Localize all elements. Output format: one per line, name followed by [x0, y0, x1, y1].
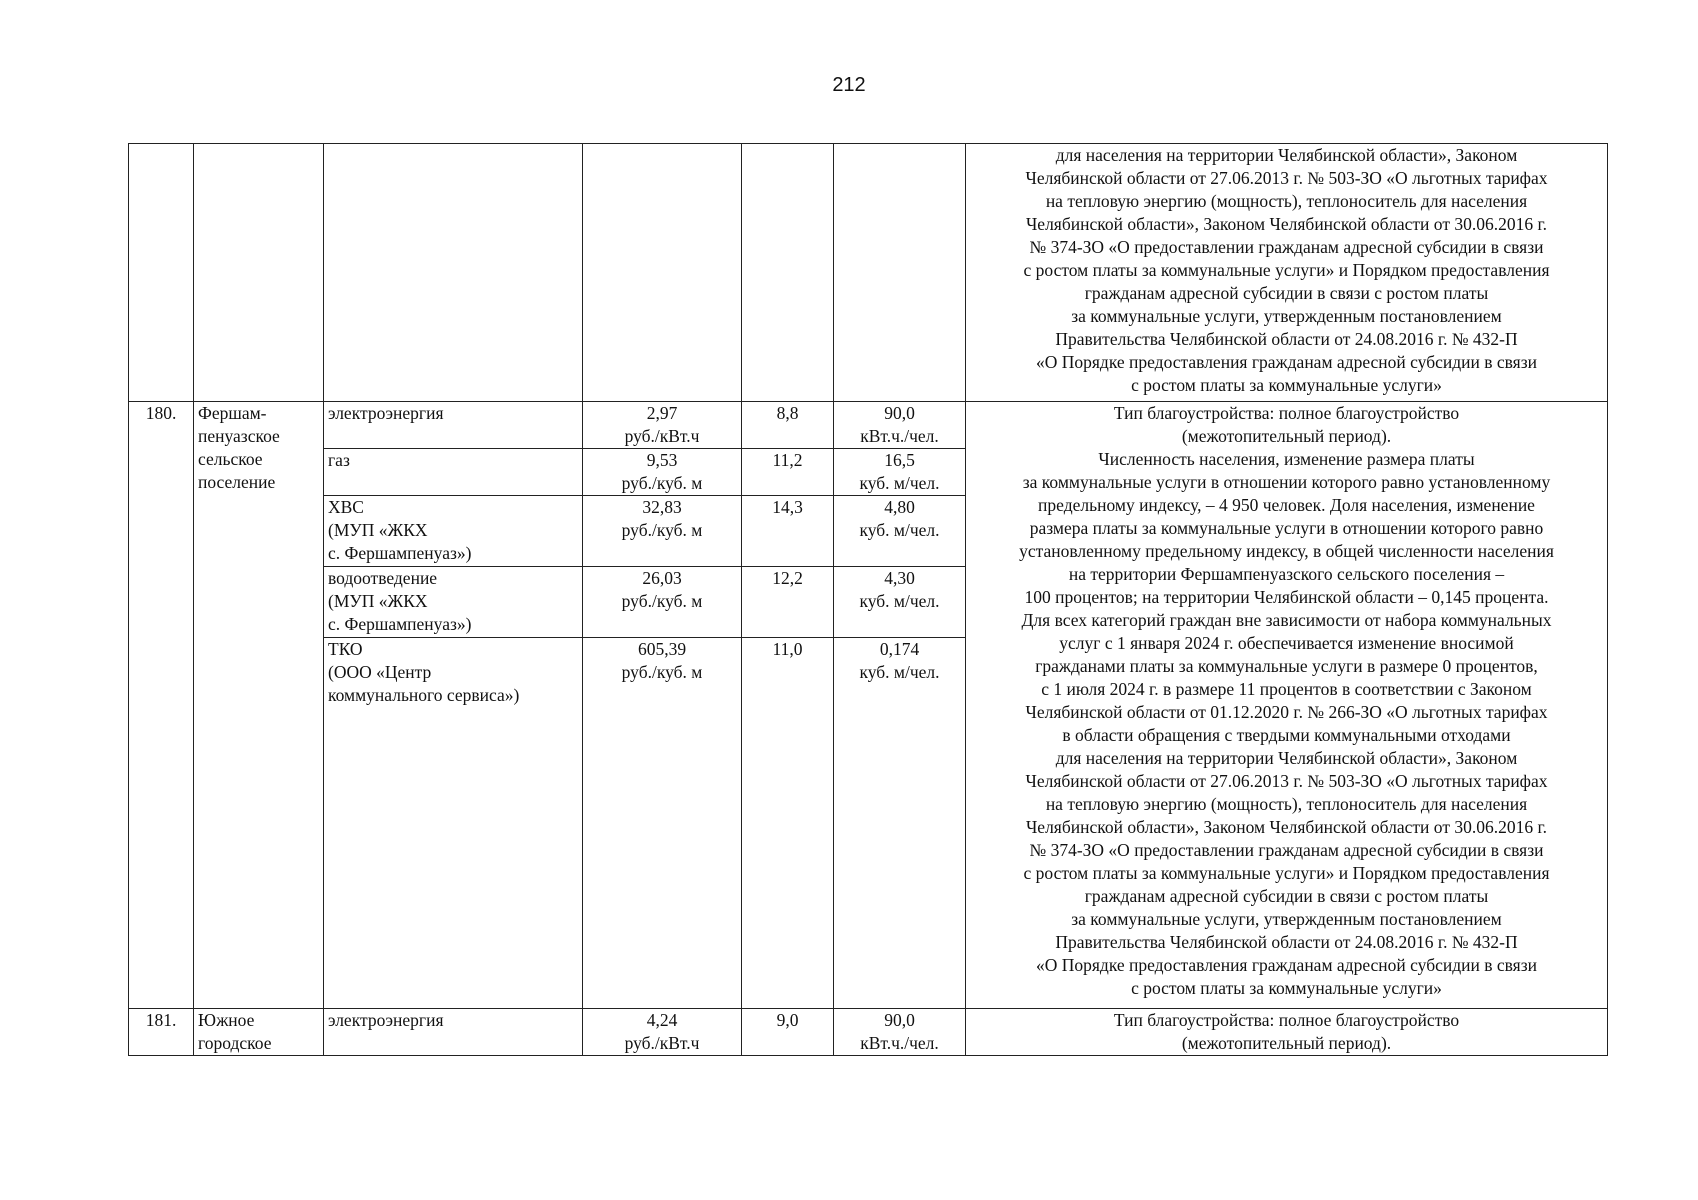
norm-value: 0,174 куб. м/чел.	[834, 638, 966, 1009]
row-note: Тип благоустройства: полное благоустройство (межотопительный период). Численность населения, изменение размера платы за коммунальные услуги в отношении которого равно установленному предельному индексу, – 4 950 человек. Доля населения, изменение размера платы за коммунальные услуги в отношении которого равно установленному предельному индексу, в общей численности населения на территории Фершампенуазского сельского поселения – 100 процентов; на территории Челябинской области – 0,145 процента. Для всех категорий граждан вне зависимости от набора коммунальных услуг с 1 января 2024 г. обеспечивается изменение вносимой гражданами платы за коммунальные услуги в размере 0 процентов, с 1 июля 2024 г. в размере 11 процентов в соответствии с Законом Челябинской области от 01.12.2020 г. № 266-ЗО «О льготных тарифах в области обращения с твердыми коммунальными отходами для населения на территории Челябинской области», Законом Челябинской области от 27.06.2013 г. № 503-ЗО «О льготных тарифах на тепловую энергию (мощность), теплоноситель для населения Челябинской области», Законом Челябинской области от 30.06.2016 г. № 374-ЗО «О предоставлении гражданам адресной субсидии в связи с ростом платы за коммунальные услуги» и Порядком предоставления гражданам адресной субсидии в связи с ростом платы за коммунальные услуги, утвержденным постановлением Правительства Челябинской области от 24.08.2016 г. № 432-П «О Порядке предоставления гражданам адресной субсидии в связи с ростом платы за коммунальные услуги»	[966, 402, 1608, 1009]
cell-empty	[324, 144, 583, 402]
cell-empty	[129, 144, 194, 402]
tariff-table	[128, 143, 1608, 1056]
norm-value: 90,0 кВт.ч./чел.	[834, 1009, 966, 1056]
service-name: ХВС (МУП «ЖКХ с. Фершампенуаз»)	[324, 496, 583, 567]
cell-empty	[834, 144, 966, 402]
tariff-value: 9,53 руб./куб. м	[583, 449, 742, 496]
index-value: 11,0	[742, 638, 834, 1009]
norm-value: 4,30 куб. м/чел.	[834, 567, 966, 638]
row-number: 180.	[129, 402, 194, 1009]
index-value: 11,2	[742, 449, 834, 496]
cell-empty	[583, 144, 742, 402]
continuation-row	[129, 144, 1608, 402]
tariff-value: 32,83 руб./куб. м	[583, 496, 742, 567]
norm-value: 16,5 куб. м/чел.	[834, 449, 966, 496]
tariff-value: 4,24 руб./кВт.ч	[583, 1009, 742, 1056]
continuation-note: для населения на территории Челябинской области», Законом Челябинской области от 27.06.2013 г. № 503-ЗО «О льготных тарифах на тепловую энергию (мощность), теплоноситель для населения Челябинской области», Законом Челябинской области от 30.06.2016 г. № 374-ЗО «О предоставлении гражданам адресной субсидии в связи с ростом платы за коммунальные услуги» и Порядком предоставления гражданам адресной субсидии в связи с ростом платы за коммунальные услуги, утвержденным постановлением Правительства Челябинской области от 24.08.2016 г. № 432-П «О Порядке предоставления гражданам адресной субсидии в связи с ростом платы за коммунальные услуги»	[966, 144, 1608, 402]
service-name: ТКО (ООО «Центр коммунального сервиса»)	[324, 638, 583, 1009]
norm-value: 90,0 кВт.ч./чел.	[834, 402, 966, 449]
index-value: 12,2	[742, 567, 834, 638]
index-value: 14,3	[742, 496, 834, 567]
norm-value: 4,80 куб. м/чел.	[834, 496, 966, 567]
tariff-value: 26,03 руб./куб. м	[583, 567, 742, 638]
service-name: электроэнергия	[324, 402, 583, 449]
index-value: 8,8	[742, 402, 834, 449]
municipality-name: Фершам- пенуазское сельское поселение	[194, 402, 324, 1009]
index-value: 9,0	[742, 1009, 834, 1056]
municipality-name: Южное городское	[194, 1009, 324, 1056]
page-number: 212	[832, 74, 866, 96]
cell-empty	[194, 144, 324, 402]
tariff-value: 2,97 руб./кВт.ч	[583, 402, 742, 449]
service-name: электроэнергия	[324, 1009, 583, 1056]
table-row	[129, 1009, 1608, 1056]
service-name: газ	[324, 449, 583, 496]
cell-empty	[742, 144, 834, 402]
service-name: водоотведение (МУП «ЖКХ с. Фершампенуаз»)	[324, 567, 583, 638]
tariff-value: 605,39 руб./куб. м	[583, 638, 742, 1009]
table-row	[129, 402, 1608, 449]
row-number: 181.	[129, 1009, 194, 1056]
row-note: Тип благоустройства: полное благоустройство (межотопительный период).	[966, 1009, 1608, 1056]
